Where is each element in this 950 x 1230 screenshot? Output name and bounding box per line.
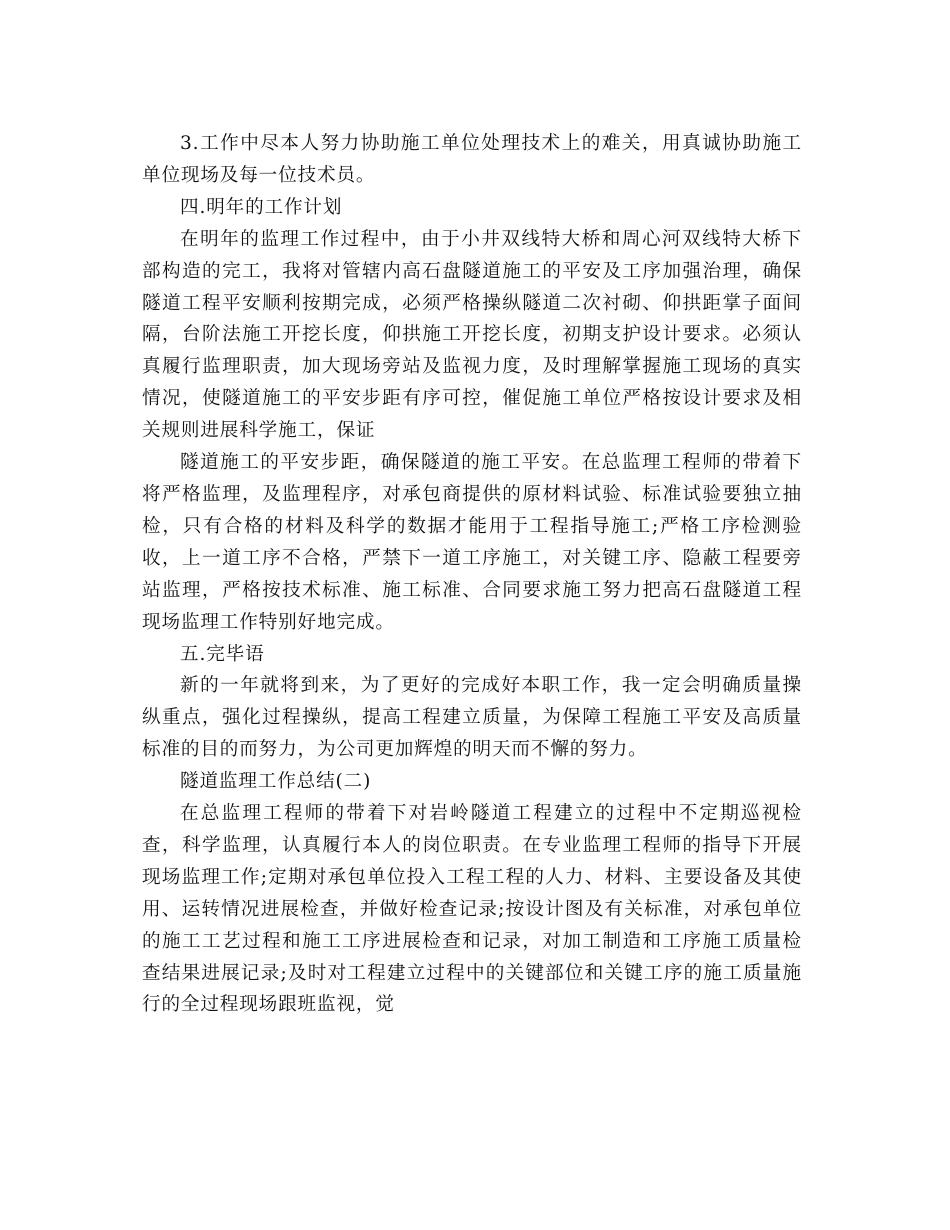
paragraph-item-3: 3.工作中尽本人努力协助施工单位处理技术上的难关，用真诚协助施工单位现场及每一位技术员。 xyxy=(142,133,802,186)
heading-summary-two: 隧道监理工作总结(二) xyxy=(180,771,372,793)
heading-closing: 五.完毕语 xyxy=(180,643,265,665)
heading-next-year-plan: 四.明年的工作计划 xyxy=(180,196,343,218)
paragraph-next-year-plan: 在明年的监理工作过程中，由于小井双线特大桥和周心河双线特大桥下部构造的完工，我将对管辖内高石盘隧道施工的平安及工序加强治理，确保隧道工程平安顺利按期完成，必须严格操纵隧道二次衬砌、仰拱距掌子面间隔，台阶法施工开挖长度，仰拱施工开挖长度，初期支护设计要求。必须认真履行监理职责，加大现场旁站及监视力度，及时理解掌握施工现场的真实情况，使隧道施工的平安步距有序可控，催促施工单位严格按设计要求及相关规则进展科学施工，保证 xyxy=(142,228,802,442)
document-body xyxy=(142,128,802,1021)
paragraph-closing: 新的一年就将到来，为了更好的完成好本职工作，我一定会明确质量操纵重点，强化过程操纵，提高工程建立质量，为保障工程施工平安及高质量标准的目的而努力，为公司更加辉煌的明天而不懈的努力。 xyxy=(142,675,802,761)
paragraph-tunnel-safety: 隧道施工的平安步距，确保隧道的施工平安。在总监理工程师的带着下将严格监理，及监理程序，对承包商提供的原材料试验、标准试验要独立抽检，只有合格的材料及科学的数据才能用于工程指导施工;严格工序检测验收，上一道工序不合格，严禁下一道工序施工，对关键工序、隐蔽工程要旁站监理，严格按技术标准、施工标准、合同要求施工努力把高石盘隧道工程现场监理工作特别好地完成。 xyxy=(142,452,802,633)
paragraph-summary-two: 在总监理工程师的带着下对岩岭隧道工程建立的过程中不定期巡视检查，科学监理，认真履行本人的岗位职责。在专业监理工程师的指导下开展现场监理工作;定期对承包单位投入工程工程的人力、材料、主要设备及其使用、运转情况进展检查，并做好检查记录;按设计图及有关标准，对承包单位的施工工艺过程和施工工序进展检查和记录，对加工制造和工序施工质量检查结果进展记录;及时对工程建立过程中的关键部位和关键工序的施工质量施行的全过程现场跟班监视，觉 xyxy=(142,803,802,1016)
